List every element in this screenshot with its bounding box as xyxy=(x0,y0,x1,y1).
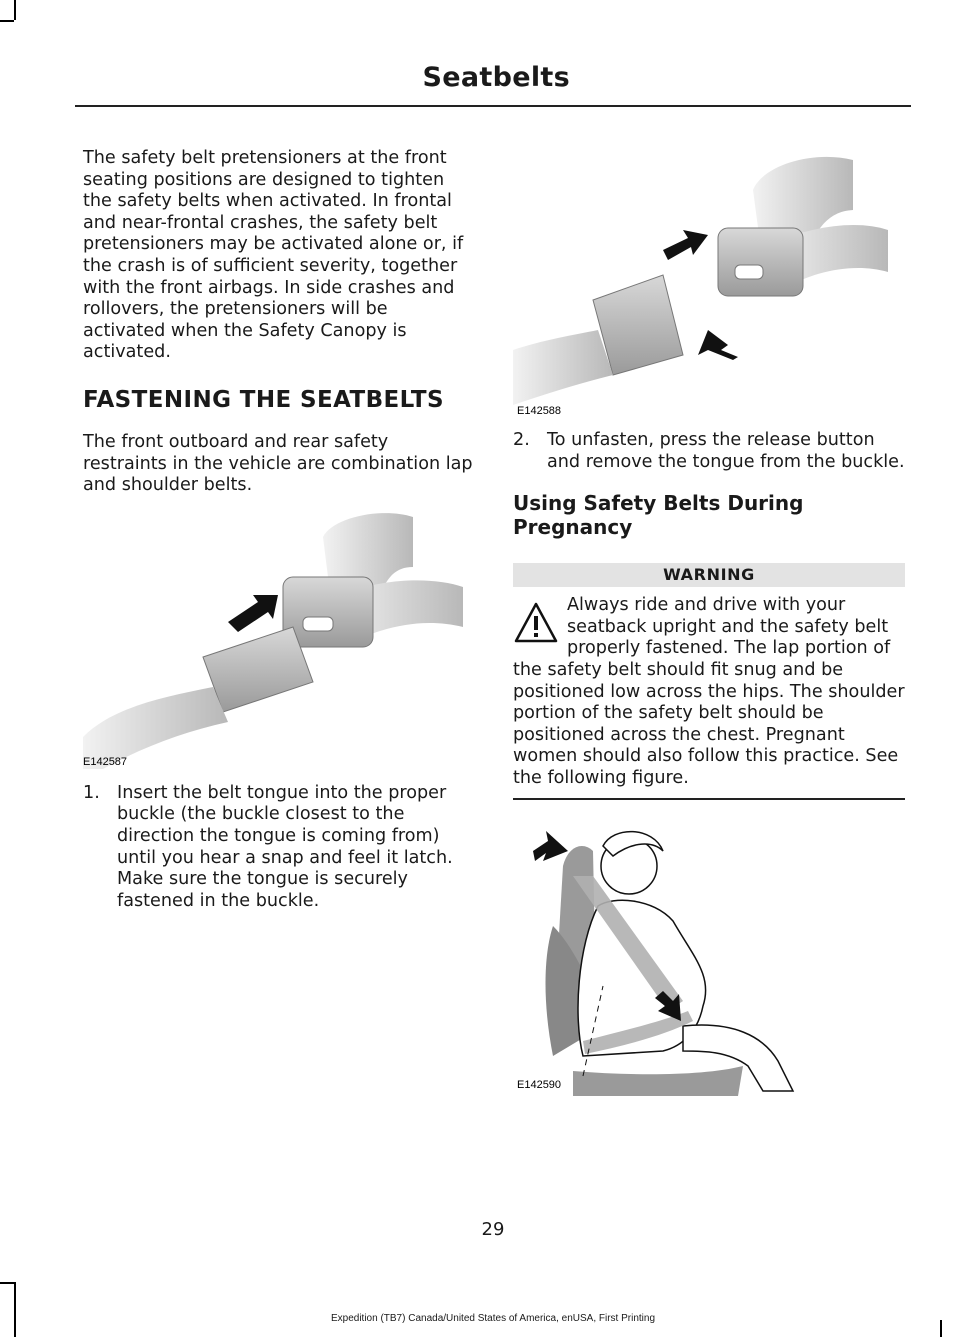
crop-mark xyxy=(14,0,16,20)
subsection-heading: Using Safety Belts During Pregnancy xyxy=(513,491,804,540)
buckle-fasten-illustration xyxy=(83,507,475,769)
buckle-release-illustration xyxy=(513,150,905,420)
pregnancy-belt-illustration xyxy=(513,826,905,1096)
footer-text: Expedition (TB7) Canada/United States of America, enUSA, First Printing xyxy=(330,1313,656,1324)
figure-code: E142587 xyxy=(83,755,128,768)
figure-pregnancy-belt xyxy=(513,826,905,1096)
intro-belts-paragraph: The front outboard and rear safety restraints in the vehicle are combination lap and shoulder belts. xyxy=(83,431,473,496)
step-number: 1. xyxy=(83,782,100,803)
intro-paragraph: The safety belt pretensioners at the front seating positions are designed to tighten the safety belts when activated. In frontal and near-frontal crashes, the safety belt pretensioners may be activated alone or, if the crash is of sufficient severity, together with the front airbags. In side crashes and rollovers, the pretensioners will be activated when the Safety Canopy is activated. xyxy=(83,148,464,363)
warning-rule xyxy=(513,798,905,800)
crop-mark xyxy=(0,20,14,22)
section-heading: FASTENING THE SEATBELTS xyxy=(83,386,444,413)
page-number: 29 xyxy=(481,1219,505,1240)
figure-buckle-fasten xyxy=(83,507,475,769)
header-rule xyxy=(75,105,911,107)
step-text: To unfasten, press the release button and remove the tongue from the buckle. xyxy=(547,430,905,472)
crop-mark xyxy=(0,1282,16,1284)
warning-triangle-icon xyxy=(513,601,559,645)
warning-label: WARNING xyxy=(513,563,905,587)
step-text: Insert the belt tongue into the proper buckle (the buckle closest to the direction the tongue is coming from) until you hear a snap and feel it latch. Make sure the tongue is securely fastened in the buckle. xyxy=(117,782,453,911)
step-2 xyxy=(513,430,905,473)
warning-body xyxy=(513,595,905,789)
warning-text: Always ride and drive with your seatback upright and the safety belt properly fastened. The lap portion of the safety belt should fit snug and be positioned low across the hips. The shoulder portion of the safety belt should be positioned across the chest. Pregnant women should also follow this practice. See the following figure. xyxy=(513,595,905,788)
figure-code: E142588 xyxy=(517,405,562,417)
crop-mark xyxy=(14,1282,16,1337)
left-column xyxy=(83,148,475,912)
figure-code: E142590 xyxy=(517,1079,562,1091)
step-1 xyxy=(83,783,475,913)
page-title: Seatbelts xyxy=(422,62,570,93)
figure-buckle-release xyxy=(513,150,905,420)
step-number: 2. xyxy=(513,430,530,450)
